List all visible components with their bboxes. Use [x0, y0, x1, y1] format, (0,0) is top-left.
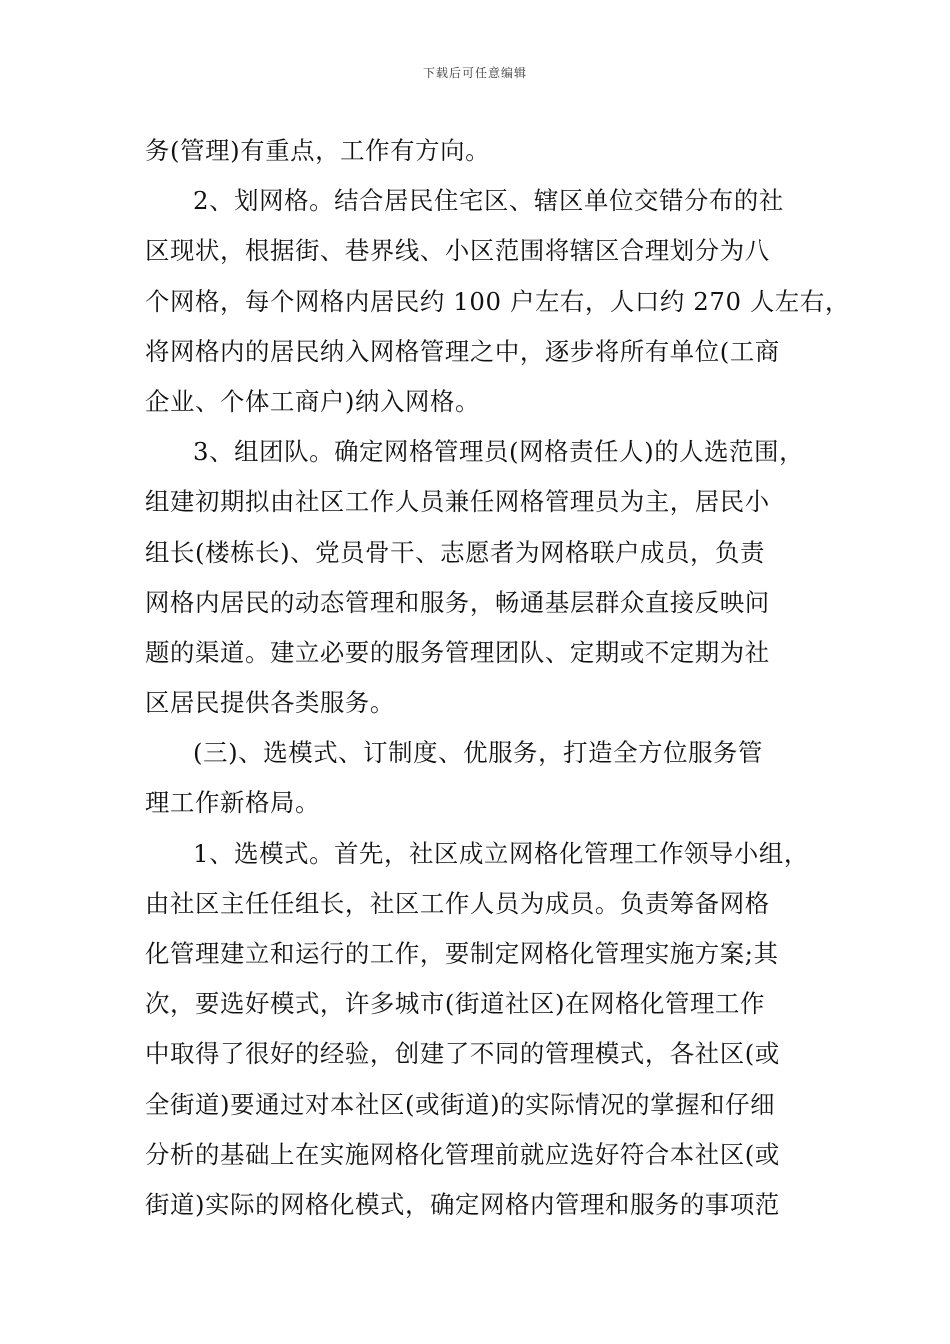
text-line: 题的渠道。建立必要的服务管理团队、定期或不定期为社 — [145, 637, 770, 667]
text-line: 1、选模式。首先，社区成立网格化管理工作领导小组， — [193, 838, 809, 868]
text-line: 由社区主任任组长，社区工作人员为成员。负责筹备网格 — [145, 888, 770, 918]
text-line: 3、组团队。确定网格管理员(网格责任人)的人选范围， — [193, 437, 805, 467]
text-line: 务(管理)有重点，工作有方向。 — [145, 136, 491, 165]
text-line: 组长(楼栋长)、党员骨干、志愿者为网格联户成员，负责 — [145, 537, 766, 567]
text-line: 企业、个体工商户)纳入网格。 — [145, 386, 480, 416]
text-line: 理工作新格局。 — [145, 788, 320, 818]
text-line: 2、划网格。结合居民住宅区、辖区单位交错分布的社 — [193, 186, 784, 216]
text-line: 网格内居民的动态管理和服务，畅通基层群众直接反映问 — [145, 587, 770, 617]
text-line: 组建初期拟由社区工作人员兼任网格管理员为主，居民小 — [145, 487, 770, 517]
text-line: 区居民提供各类服务。 — [145, 688, 395, 718]
text-line: 街道)实际的网格化模式，确定网格内管理和服务的事项范 — [145, 1189, 780, 1219]
text-line: 化管理建立和运行的工作，要制定网格化管理实施方案;其 — [145, 939, 779, 968]
page-header: 下载后可任意编辑 — [422, 66, 527, 80]
text-line: 中取得了很好的经验，创建了不同的管理模式，各社区(或 — [145, 1039, 780, 1069]
text-line: 全街道)要通过对本社区(或街道)的实际情况的掌握和仔细 — [145, 1089, 776, 1119]
text-line: 区现状，根据街、巷界线、小区范围将辖区合理划分为八 — [145, 236, 770, 266]
text-line: (三)、选模式、订制度、优服务，打造全方位服务管 — [193, 738, 764, 768]
text-line: 个网格，每个网格内居民约 100 户左右，人口约 270 人左右， — [145, 286, 850, 316]
text-line: 分析的基础上在实施网格化管理前就应选好符合本社区(或 — [145, 1139, 780, 1169]
text-line: 将网格内的居民纳入网格管理之中，逐步将所有单位(工商 — [145, 336, 780, 366]
document-body — [145, 126, 850, 1230]
text-line: 次，要选好模式，许多城市(街道社区)在网格化管理工作 — [145, 989, 766, 1019]
